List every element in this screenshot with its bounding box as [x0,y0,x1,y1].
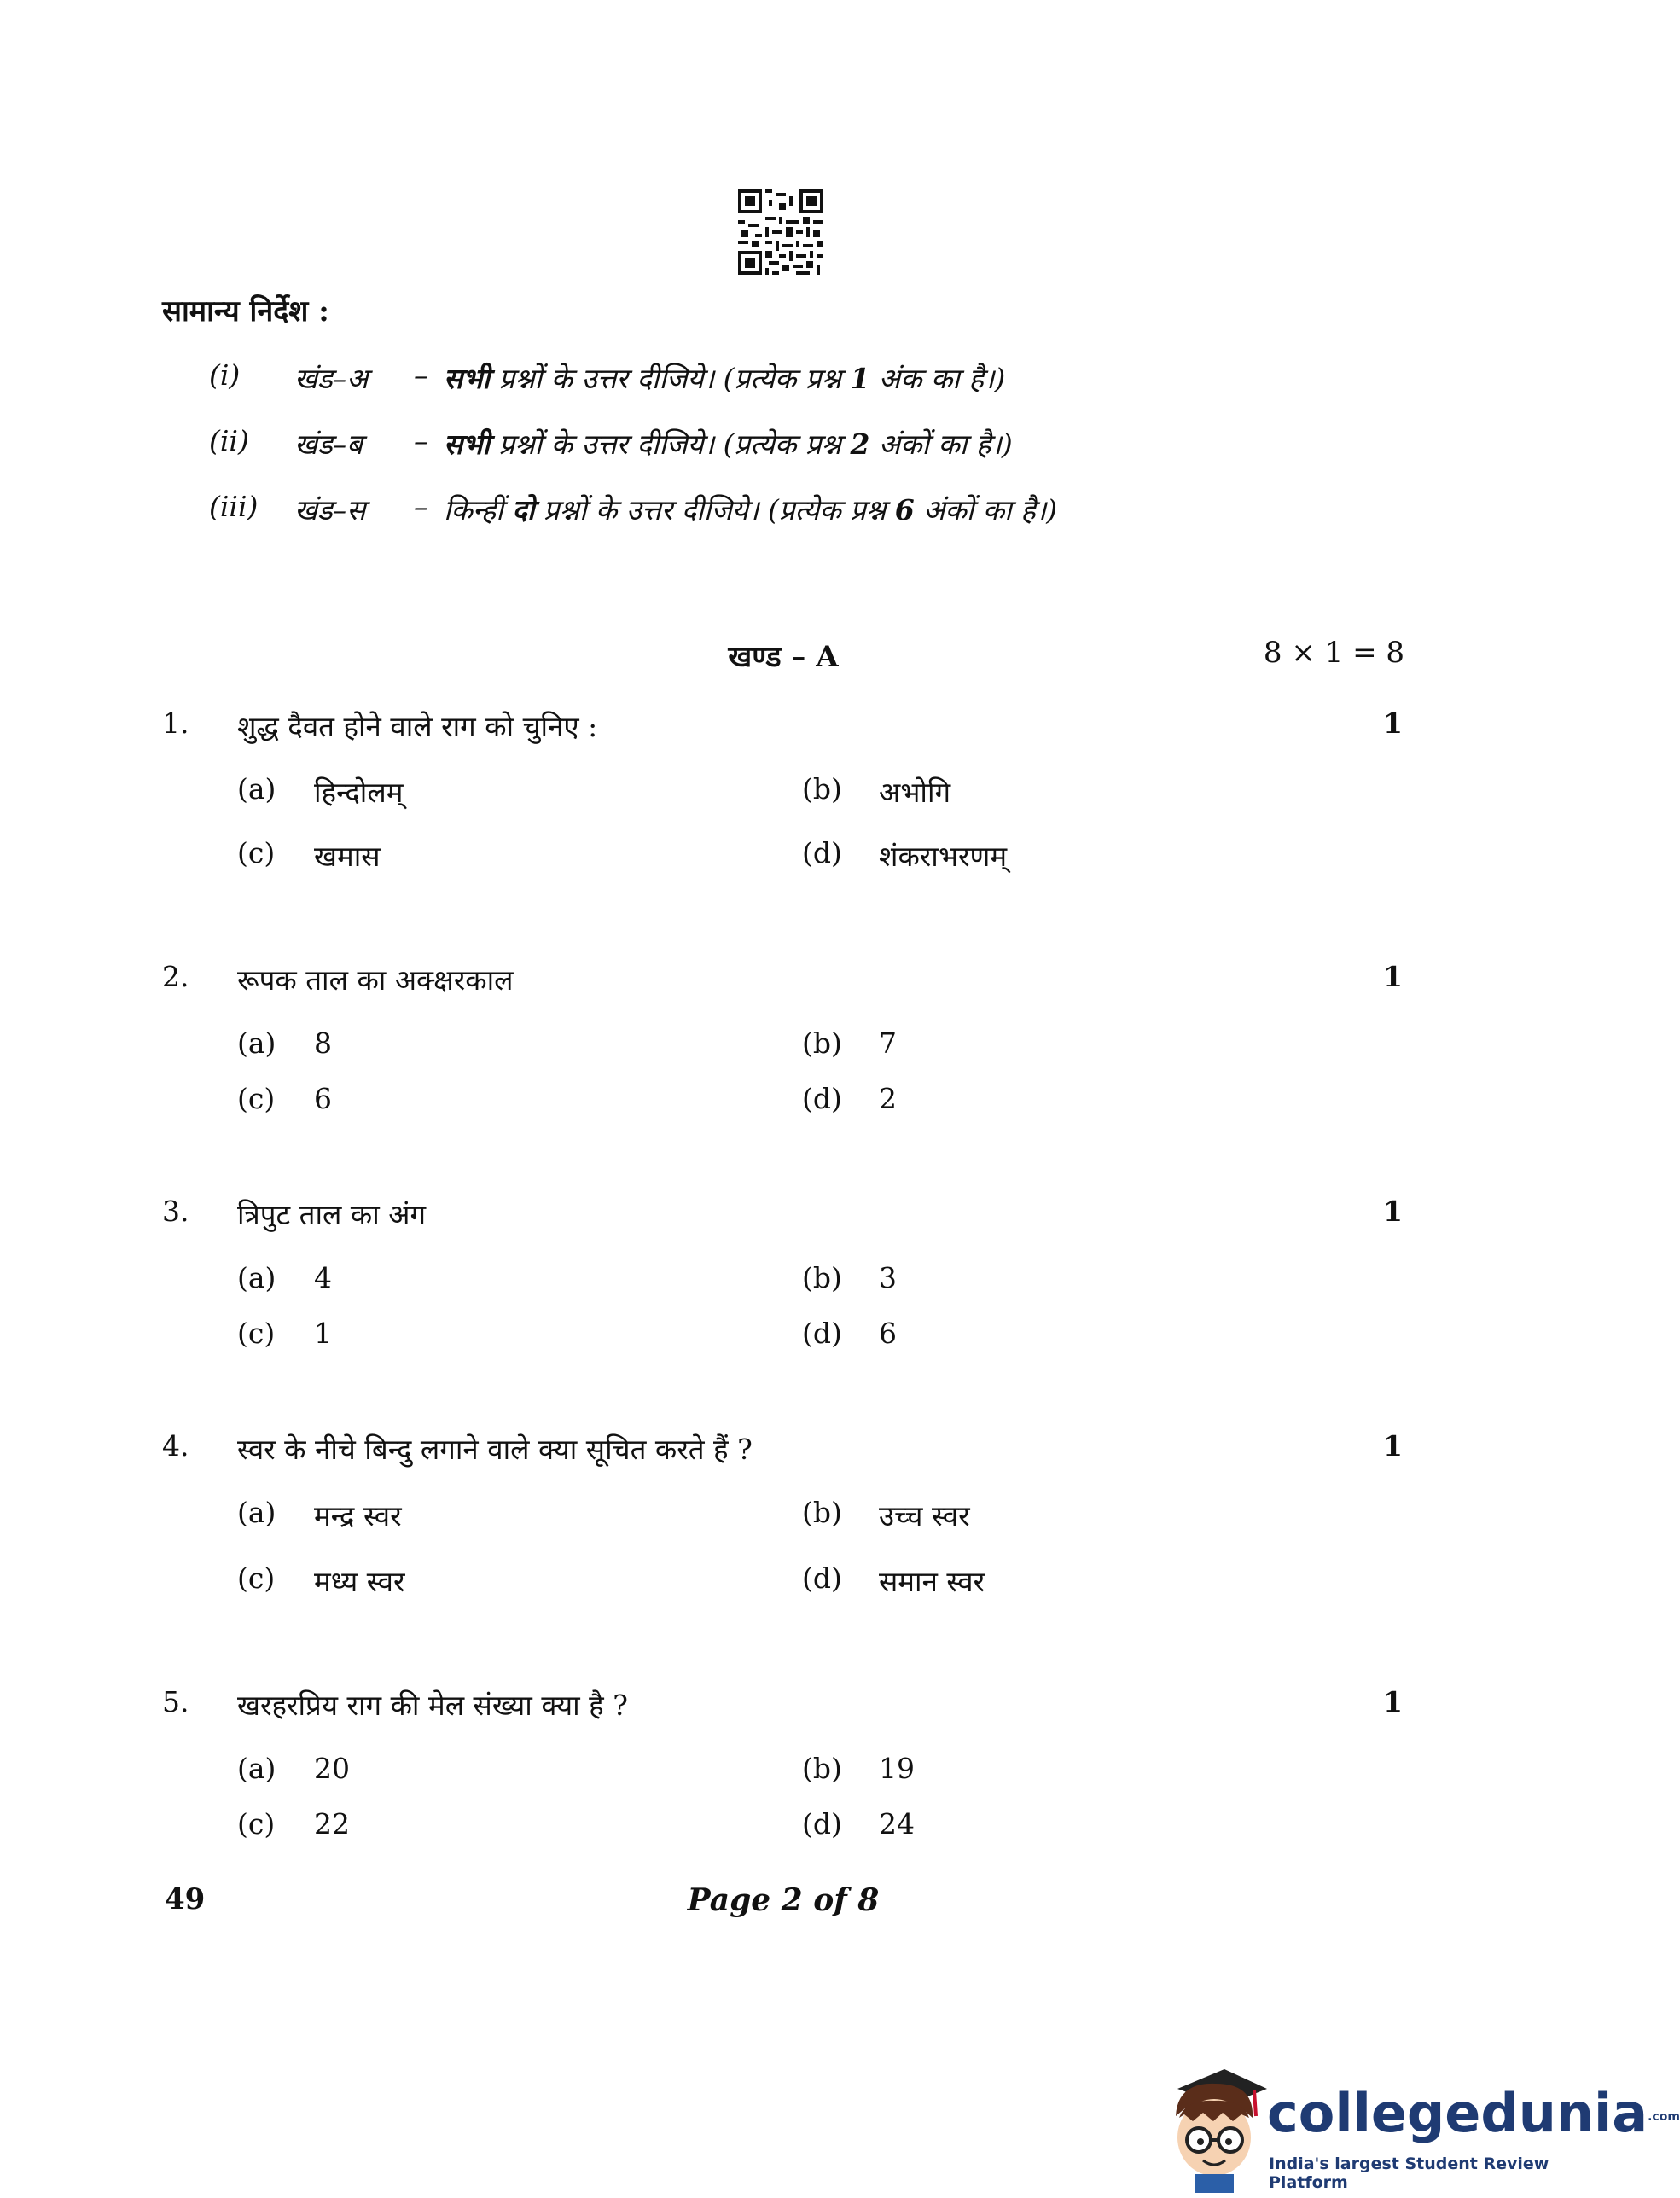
instruction-dash: – [414,424,428,457]
option-label: (d) [802,1317,842,1350]
instruction-item [209,490,1404,527]
logo-tagline: India's largest Student Review Platform [1269,2154,1549,2192]
question-number: 1. [162,706,189,740]
instruction-emphasis: सभी [444,427,491,461]
instruction-text [444,424,1013,462]
option-text: 7 [879,1026,897,1060]
question-text: स्वर के नीचे बिन्दु लगाने वाले क्या सूचित करते हैं ? [237,1433,753,1466]
question-marks: 1 [1383,1195,1403,1228]
option-text: 22 [314,1807,350,1840]
instruction-number: (ii) [209,424,249,457]
option-label: (d) [802,836,842,869]
option-label: (c) [237,1317,276,1350]
option-text: 3 [879,1261,897,1294]
option-text: अभोगि [879,776,951,809]
instructions-heading: सामान्य निर्देश : [162,294,329,329]
question-marks: 1 [1383,1685,1403,1718]
option-label: (b) [802,1752,842,1785]
option-label: (a) [237,1752,276,1785]
option-label: (b) [802,772,842,805]
option-label: (b) [802,1026,842,1060]
option-label: (b) [802,1261,842,1294]
section-title: खण्ड – A [728,640,839,674]
instruction-section: खंड–ब [294,427,363,461]
instruction-marks: 6 [894,493,915,526]
option-text: मन्द्र स्वर [314,1499,402,1532]
question-text: त्रिपुट ताल का अंग [237,1198,427,1231]
instruction-marks: 1 [850,362,870,395]
option-label: (d) [802,1082,842,1115]
option-text: शंकराभरणम् [879,840,1008,873]
question-marks: 1 [1383,1429,1403,1462]
instruction-marks: 2 [850,427,870,461]
option-text: उच्च स्वर [879,1499,970,1532]
question-text: शुद्ध दैवत होने वाले राग को चुनिए : [237,710,598,743]
instruction-item [209,358,1404,396]
option-label: (d) [802,1807,842,1840]
instruction-tail: अंकों का है।) [869,427,1013,461]
option-label: (a) [237,1261,276,1294]
option-text: 20 [314,1752,350,1785]
question-text: खरहरप्रिय राग की मेल संख्या क्या है ? [237,1689,628,1722]
option-text: 6 [879,1317,897,1350]
question-number: 3. [162,1195,189,1228]
option-text: 6 [314,1082,332,1115]
question-marks: 1 [1383,960,1403,993]
instruction-section: खंड–अ [294,362,369,395]
qr-code [738,189,823,275]
section-marks: 8 × 1 = 8 [1263,636,1404,670]
instruction-number: (iii) [209,490,259,523]
logo-name: collegedunia [1267,2082,1648,2144]
option-text: मध्य स्वर [314,1565,405,1598]
question-marks: 1 [1383,706,1403,740]
option-label: (c) [237,1807,276,1840]
instruction-body: प्रश्नों के उत्तर दीजिये। (प्रत्येक प्रश्न [490,362,851,395]
option-text: 8 [314,1026,332,1060]
option-label: (d) [802,1561,842,1595]
option-label: (a) [237,1496,276,1529]
option-label: (c) [237,1561,276,1595]
option-text: 19 [879,1752,915,1785]
question-number: 2. [162,960,189,993]
option-label: (c) [237,836,276,869]
instruction-emphasis: दो [512,493,535,526]
option-text: 24 [879,1807,915,1840]
logo-domain: .com [1648,2109,1680,2124]
option-text: हिन्दोलम् [314,776,404,809]
instruction-body: प्रश्नों के उत्तर दीजिये। (प्रत्येक प्रश्न [490,427,851,461]
option-label: (a) [237,772,276,805]
option-label: (b) [802,1496,842,1529]
instruction-dash: – [414,490,428,523]
question-number: 5. [162,1685,189,1718]
page-number: Page 2 of 8 [687,1882,880,1918]
paper-code: 49 [165,1882,206,1916]
instruction-tail: अंक का है।) [869,362,1006,395]
instruction-tail: अंकों का है।) [914,493,1058,526]
question-text: रूपक ताल का अक्क्षरकाल [237,963,514,997]
instruction-text [444,358,1005,397]
instruction-item [209,424,1404,462]
option-text: 4 [314,1261,332,1294]
question-number: 4. [162,1429,189,1462]
option-label: (a) [237,1026,276,1060]
instruction-body: प्रश्नों के उत्तर दीजिये। (प्रत्येक प्रश्न [534,493,895,526]
instruction-dash: – [414,358,428,392]
option-text: 2 [879,1082,897,1115]
instruction-section: खंड–स [294,493,366,526]
collegedunia-mascot-logo [1160,2065,1271,2193]
option-text: खमास [314,840,381,873]
instruction-emphasis: सभी [444,362,491,395]
option-label: (c) [237,1082,276,1115]
collegedunia-wordmark [1267,2082,1680,2144]
option-text: समान स्वर [879,1565,985,1598]
option-text: 1 [314,1317,332,1350]
instruction-number: (i) [209,358,241,392]
instruction-text [444,490,1057,528]
instruction-prefix: किन्हीं [444,493,513,526]
